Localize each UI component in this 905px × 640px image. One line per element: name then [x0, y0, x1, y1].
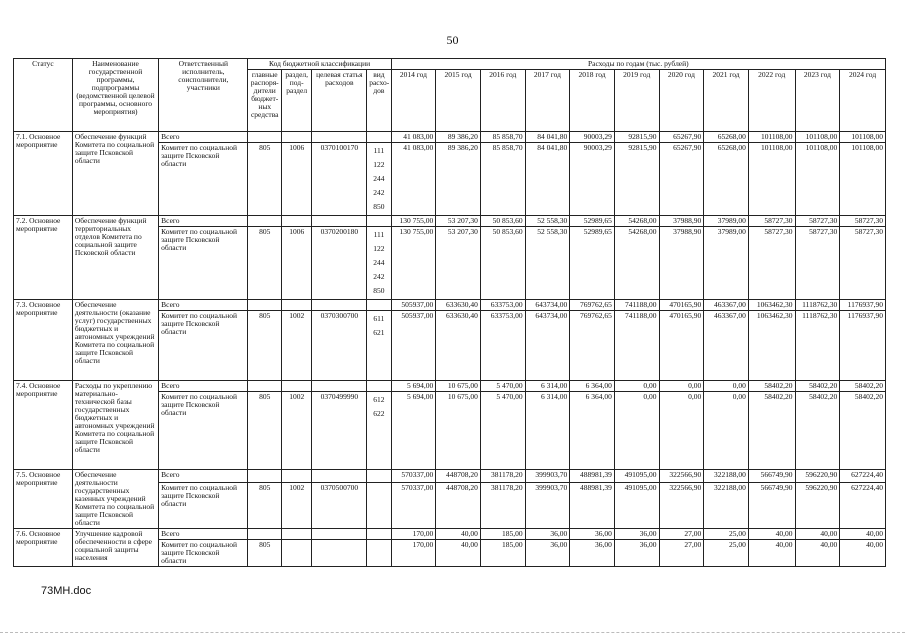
total-amount-cell: 322188,00: [704, 470, 749, 483]
status-cell: 7.6. Основное мероприятие: [14, 529, 73, 567]
executor-amount-cell: 58727,30: [748, 227, 795, 300]
executor-amount-cell: 58402,20: [840, 392, 886, 470]
empty-code-cell: [281, 216, 311, 227]
executor-amount-cell: 322566,90: [659, 482, 704, 528]
executor-amount-cell: 6 364,00: [570, 392, 615, 470]
empty-code-cell: [248, 470, 281, 483]
total-amount-cell: 1176937,90: [840, 300, 886, 311]
total-amount-cell: 41 083,00: [391, 132, 436, 143]
empty-code-cell: [367, 529, 391, 540]
total-amount-cell: 40,00: [436, 529, 481, 540]
empty-code-cell: [248, 300, 281, 311]
total-amount-cell: 58402,20: [795, 381, 840, 392]
executor-amount-cell: 37989,00: [704, 227, 749, 300]
expense-kind-code: 621: [373, 328, 385, 337]
section-code-cell: 1006: [281, 143, 311, 216]
table-body: [14, 132, 886, 567]
total-amount-cell: 89 386,20: [436, 132, 481, 143]
executor-amount-cell: 448708,20: [436, 482, 481, 528]
total-amount-cell: 381178,20: [480, 470, 525, 483]
expense-kind-code: 122: [373, 160, 385, 169]
total-amount-cell: 570337,00: [391, 470, 436, 483]
executor-amount-cell: 1063462,30: [748, 311, 795, 381]
executor-amount-cell: 25,00: [704, 540, 749, 567]
expense-kind-code: 242: [373, 272, 385, 281]
executor-amount-cell: 65267,90: [659, 143, 704, 216]
header-expense-kind: вид расхо-дов: [367, 70, 391, 132]
header-year: 2022 год: [748, 70, 795, 132]
executor-amount-cell: 36,00: [525, 540, 570, 567]
expense-kind-cell: [367, 482, 391, 528]
executor-amount-cell: 633630,40: [436, 311, 481, 381]
status-cell: 7.5. Основное мероприятие: [14, 470, 73, 529]
total-amount-cell: 633753,00: [480, 300, 525, 311]
table-row: [14, 470, 886, 483]
table-row: [14, 216, 886, 227]
grbs-code-cell: 805: [248, 482, 281, 528]
empty-code-cell: [367, 132, 391, 143]
empty-code-cell: [281, 381, 311, 392]
total-amount-cell: 1118762,30: [795, 300, 840, 311]
total-amount-cell: 58727,30: [748, 216, 795, 227]
executor-amount-cell: 570337,00: [391, 482, 436, 528]
total-amount-cell: 27,00: [659, 529, 704, 540]
total-amount-cell: 170,00: [391, 529, 436, 540]
executor-amount-cell: 101108,00: [795, 143, 840, 216]
empty-code-cell: [281, 132, 311, 143]
total-amount-cell: 85 858,70: [480, 132, 525, 143]
total-amount-cell: 37988,90: [659, 216, 704, 227]
total-amount-cell: 40,00: [748, 529, 795, 540]
total-amount-cell: 566749,90: [748, 470, 795, 483]
total-label-cell: Всего: [159, 216, 248, 227]
status-cell: 7.2. Основное мероприятие: [14, 216, 73, 300]
total-amount-cell: 65268,00: [704, 132, 749, 143]
expense-kind-code: 622: [373, 409, 385, 418]
executor-cell: Комитет по социальной защите Псковской области: [159, 392, 248, 470]
total-amount-cell: 322566,90: [659, 470, 704, 483]
total-amount-cell: 505937,00: [391, 300, 436, 311]
executor-amount-cell: 0,00: [704, 392, 749, 470]
measure-name-cell: Обеспечение деятельности государственных казенных учреждений Комитета по социальной защите Псковской области: [72, 470, 158, 529]
total-label-cell: Всего: [159, 381, 248, 392]
total-amount-cell: 37989,00: [704, 216, 749, 227]
empty-code-cell: [367, 300, 391, 311]
executor-amount-cell: 596220,90: [795, 482, 840, 528]
total-amount-cell: 52 558,30: [525, 216, 570, 227]
section-code-cell: 1002: [281, 482, 311, 528]
total-amount-cell: 36,00: [525, 529, 570, 540]
executor-amount-cell: 36,00: [570, 540, 615, 567]
executor-amount-cell: 65268,00: [704, 143, 749, 216]
total-label-cell: Всего: [159, 132, 248, 143]
total-amount-cell: 40,00: [795, 529, 840, 540]
total-amount-cell: 596220,90: [795, 470, 840, 483]
total-amount-cell: 53 207,30: [436, 216, 481, 227]
target-article-cell: 0370499990: [312, 392, 367, 470]
executor-amount-cell: 566749,90: [748, 482, 795, 528]
executor-amount-cell: 633753,00: [480, 311, 525, 381]
executor-amount-cell: 627224,40: [840, 482, 886, 528]
total-amount-cell: 633630,40: [436, 300, 481, 311]
executor-amount-cell: 84 041,80: [525, 143, 570, 216]
empty-code-cell: [367, 470, 391, 483]
measure-name-cell: Расходы по укреплению материально-технической базы государственных бюджетных и автономных учреждений Комитета по социальной защите Псковской области: [72, 381, 158, 470]
scan-edge-divider: [0, 632, 905, 633]
header-year: 2018 год: [570, 70, 615, 132]
executor-amount-cell: 741188,00: [614, 311, 659, 381]
total-amount-cell: 488981,39: [570, 470, 615, 483]
empty-code-cell: [248, 529, 281, 540]
measure-name-cell: Обеспечение функций Комитета по социальной защите Псковской области: [72, 132, 158, 216]
empty-code-cell: [312, 132, 367, 143]
total-amount-cell: 0,00: [704, 381, 749, 392]
empty-code-cell: [312, 300, 367, 311]
expense-kind-code: 111: [373, 230, 385, 239]
measure-name-cell: Обеспечение деятельности (оказание услуг) государственных бюджетных и автономных учреждений Комитета по социальной защите Псковской области: [72, 300, 158, 381]
total-amount-cell: 769762,65: [570, 300, 615, 311]
header-responsible: Ответственный исполнитель, соисполнители, участники: [159, 59, 248, 132]
status-cell: 7.1. Основное мероприятие: [14, 132, 73, 216]
total-amount-cell: 36,00: [570, 529, 615, 540]
status-cell: 7.3. Основное мероприятие: [14, 300, 73, 381]
total-amount-cell: 101108,00: [840, 132, 886, 143]
total-amount-cell: 50 853,60: [480, 216, 525, 227]
executor-amount-cell: 488981,39: [570, 482, 615, 528]
total-amount-cell: 0,00: [614, 381, 659, 392]
executor-amount-cell: 40,00: [795, 540, 840, 567]
executor-amount-cell: 470165,90: [659, 311, 704, 381]
expense-kind-cell: [367, 143, 391, 216]
page-number: 50: [446, 33, 459, 47]
executor-amount-cell: 52 558,30: [525, 227, 570, 300]
target-article-cell: 0370500700: [312, 482, 367, 528]
executor-cell: Комитет по социальной защите Псковской области: [159, 227, 248, 300]
executor-amount-cell: 101108,00: [840, 143, 886, 216]
total-amount-cell: 58727,30: [840, 216, 886, 227]
total-amount-cell: 25,00: [704, 529, 749, 540]
table-row: [14, 529, 886, 540]
total-amount-cell: 0,00: [659, 381, 704, 392]
empty-code-cell: [248, 216, 281, 227]
table-row: [14, 381, 886, 392]
executor-amount-cell: 101108,00: [748, 143, 795, 216]
executor-amount-cell: 0,00: [659, 392, 704, 470]
executor-amount-cell: 170,00: [391, 540, 436, 567]
header-section: раздел, под-раздел: [281, 70, 311, 132]
empty-code-cell: [281, 470, 311, 483]
measure-name-cell: Улучшение кадровой обеспеченности в сфере социальной защиты населения: [72, 529, 158, 567]
empty-code-cell: [281, 300, 311, 311]
total-amount-cell: 470165,90: [659, 300, 704, 311]
executor-amount-cell: 381178,20: [480, 482, 525, 528]
header-target-article: целевая статья расходов: [312, 70, 367, 132]
status-cell: 7.4. Основное мероприятие: [14, 381, 73, 470]
target-article-cell: 0370200180: [312, 227, 367, 300]
total-amount-cell: 491095,00: [614, 470, 659, 483]
empty-code-cell: [312, 381, 367, 392]
executor-amount-cell: 89 386,20: [436, 143, 481, 216]
empty-code-cell: [367, 381, 391, 392]
executor-amount-cell: 463367,00: [704, 311, 749, 381]
header-year: 2024 год: [840, 70, 886, 132]
executor-amount-cell: 491095,00: [614, 482, 659, 528]
total-amount-cell: 185,00: [480, 529, 525, 540]
total-label-cell: Всего: [159, 300, 248, 311]
executor-amount-cell: 185,00: [480, 540, 525, 567]
grbs-code-cell: 805: [248, 392, 281, 470]
executor-amount-cell: 5 470,00: [480, 392, 525, 470]
expense-kind-cell: [367, 540, 391, 567]
total-label-cell: Всего: [159, 470, 248, 483]
total-amount-cell: 84 041,80: [525, 132, 570, 143]
expense-kind-code: 850: [373, 202, 385, 211]
target-article-cell: [312, 540, 367, 567]
executor-amount-cell: 90003,29: [570, 143, 615, 216]
total-amount-cell: 6 314,00: [525, 381, 570, 392]
header-year: 2023 год: [795, 70, 840, 132]
executor-amount-cell: 399903,70: [525, 482, 570, 528]
budget-table: [13, 58, 886, 567]
total-amount-cell: 6 364,00: [570, 381, 615, 392]
header-budget-classification: Код бюджетной классификации: [248, 59, 391, 70]
executor-amount-cell: 1176937,90: [840, 311, 886, 381]
executor-amount-cell: 130 755,00: [391, 227, 436, 300]
executor-amount-cell: 92815,90: [614, 143, 659, 216]
header-year: 2019 год: [614, 70, 659, 132]
total-amount-cell: 54268,00: [614, 216, 659, 227]
executor-amount-cell: 41 083,00: [391, 143, 436, 216]
expense-kind-code: 611: [373, 314, 385, 323]
executor-amount-cell: 58727,30: [795, 227, 840, 300]
executor-amount-cell: 85 858,70: [480, 143, 525, 216]
total-amount-cell: 101108,00: [748, 132, 795, 143]
footer-filename: 73МН.doc: [41, 585, 92, 597]
executor-amount-cell: 643734,00: [525, 311, 570, 381]
section-code-cell: 1002: [281, 392, 311, 470]
total-amount-cell: 58727,30: [795, 216, 840, 227]
executor-cell: Комитет по социальной защите Псковской области: [159, 540, 248, 567]
total-amount-cell: 627224,40: [840, 470, 886, 483]
grbs-code-cell: 805: [248, 540, 281, 567]
executor-amount-cell: 54268,00: [614, 227, 659, 300]
total-amount-cell: 741188,00: [614, 300, 659, 311]
executor-amount-cell: 58402,20: [748, 392, 795, 470]
target-article-cell: 0370100170: [312, 143, 367, 216]
header-year: 2014 год: [391, 70, 436, 132]
empty-code-cell: [248, 132, 281, 143]
expense-kind-cell: [367, 392, 391, 470]
total-amount-cell: 90003,29: [570, 132, 615, 143]
grbs-code-cell: 805: [248, 311, 281, 381]
executor-cell: Комитет по социальной защите Псковской области: [159, 311, 248, 381]
total-amount-cell: 101108,00: [795, 132, 840, 143]
executor-amount-cell: 1118762,30: [795, 311, 840, 381]
section-code-cell: 1006: [281, 227, 311, 300]
executor-amount-cell: 5 694,00: [391, 392, 436, 470]
total-amount-cell: 130 755,00: [391, 216, 436, 227]
executor-amount-cell: 50 853,60: [480, 227, 525, 300]
executor-amount-cell: 6 314,00: [525, 392, 570, 470]
table-header: [14, 59, 886, 132]
expense-kind-code: 111: [373, 146, 385, 155]
executor-amount-cell: 58727,30: [840, 227, 886, 300]
header-year: 2017 год: [525, 70, 570, 132]
total-amount-cell: 58402,20: [748, 381, 795, 392]
total-amount-cell: 52989,65: [570, 216, 615, 227]
table-row: [14, 300, 886, 311]
total-amount-cell: 10 675,00: [436, 381, 481, 392]
empty-code-cell: [367, 216, 391, 227]
expense-kind-code: 612: [373, 395, 385, 404]
executor-amount-cell: 27,00: [659, 540, 704, 567]
total-amount-cell: 58402,20: [840, 381, 886, 392]
header-year: 2021 год: [704, 70, 749, 132]
total-amount-cell: 5 694,00: [391, 381, 436, 392]
executor-cell: Комитет по социальной защите Псковской области: [159, 143, 248, 216]
executor-amount-cell: 58402,20: [795, 392, 840, 470]
executor-amount-cell: 769762,65: [570, 311, 615, 381]
grbs-code-cell: 805: [248, 227, 281, 300]
measure-name-cell: Обеспечение функций территориальных отделов Комитета по социальной защите Псковской области: [72, 216, 158, 300]
expense-kind-cell: [367, 311, 391, 381]
header-year: 2015 год: [436, 70, 481, 132]
expense-kind-code: 244: [373, 258, 385, 267]
total-amount-cell: 40,00: [840, 529, 886, 540]
total-amount-cell: 643734,00: [525, 300, 570, 311]
header-year: 2016 год: [480, 70, 525, 132]
executor-amount-cell: 40,00: [436, 540, 481, 567]
executor-amount-cell: 10 675,00: [436, 392, 481, 470]
executor-amount-cell: 37988,90: [659, 227, 704, 300]
section-code-cell: [281, 540, 311, 567]
grbs-code-cell: 805: [248, 143, 281, 216]
executor-amount-cell: 322188,00: [704, 482, 749, 528]
executor-amount-cell: 40,00: [748, 540, 795, 567]
executor-amount-cell: 36,00: [614, 540, 659, 567]
expense-kind-code: 850: [373, 286, 385, 295]
target-article-cell: 0370300700: [312, 311, 367, 381]
empty-code-cell: [312, 216, 367, 227]
header-expenses-by-year: Расходы по годам (тыс. рублей): [391, 59, 885, 70]
header-status: Статус: [14, 59, 73, 132]
expense-kind-cell: [367, 227, 391, 300]
executor-amount-cell: 40,00: [840, 540, 886, 567]
total-amount-cell: 36,00: [614, 529, 659, 540]
section-code-cell: 1002: [281, 311, 311, 381]
total-label-cell: Всего: [159, 529, 248, 540]
empty-code-cell: [312, 529, 367, 540]
total-amount-cell: 5 470,00: [480, 381, 525, 392]
executor-amount-cell: 53 207,30: [436, 227, 481, 300]
executor-amount-cell: 505937,00: [391, 311, 436, 381]
header-year: 2020 год: [659, 70, 704, 132]
executor-amount-cell: 52989,65: [570, 227, 615, 300]
total-amount-cell: 399903,70: [525, 470, 570, 483]
empty-code-cell: [281, 529, 311, 540]
total-amount-cell: 92815,90: [614, 132, 659, 143]
executor-cell: Комитет по социальной защите Псковской области: [159, 482, 248, 528]
empty-code-cell: [248, 381, 281, 392]
empty-code-cell: [312, 470, 367, 483]
total-amount-cell: 65267,90: [659, 132, 704, 143]
expense-kind-code: 122: [373, 244, 385, 253]
header-name: Наименование государственной программы, подпрограммы (ведомственной целевой программы, основного мероприятия): [72, 59, 158, 132]
executor-amount-cell: 0,00: [614, 392, 659, 470]
total-amount-cell: 1063462,30: [748, 300, 795, 311]
total-amount-cell: 463367,00: [704, 300, 749, 311]
header-grbs: главные распоря-дители бюджет-ных средства: [248, 70, 281, 132]
expense-kind-code: 242: [373, 188, 385, 197]
total-amount-cell: 448708,20: [436, 470, 481, 483]
table-row: [14, 132, 886, 143]
expense-kind-code: 244: [373, 174, 385, 183]
